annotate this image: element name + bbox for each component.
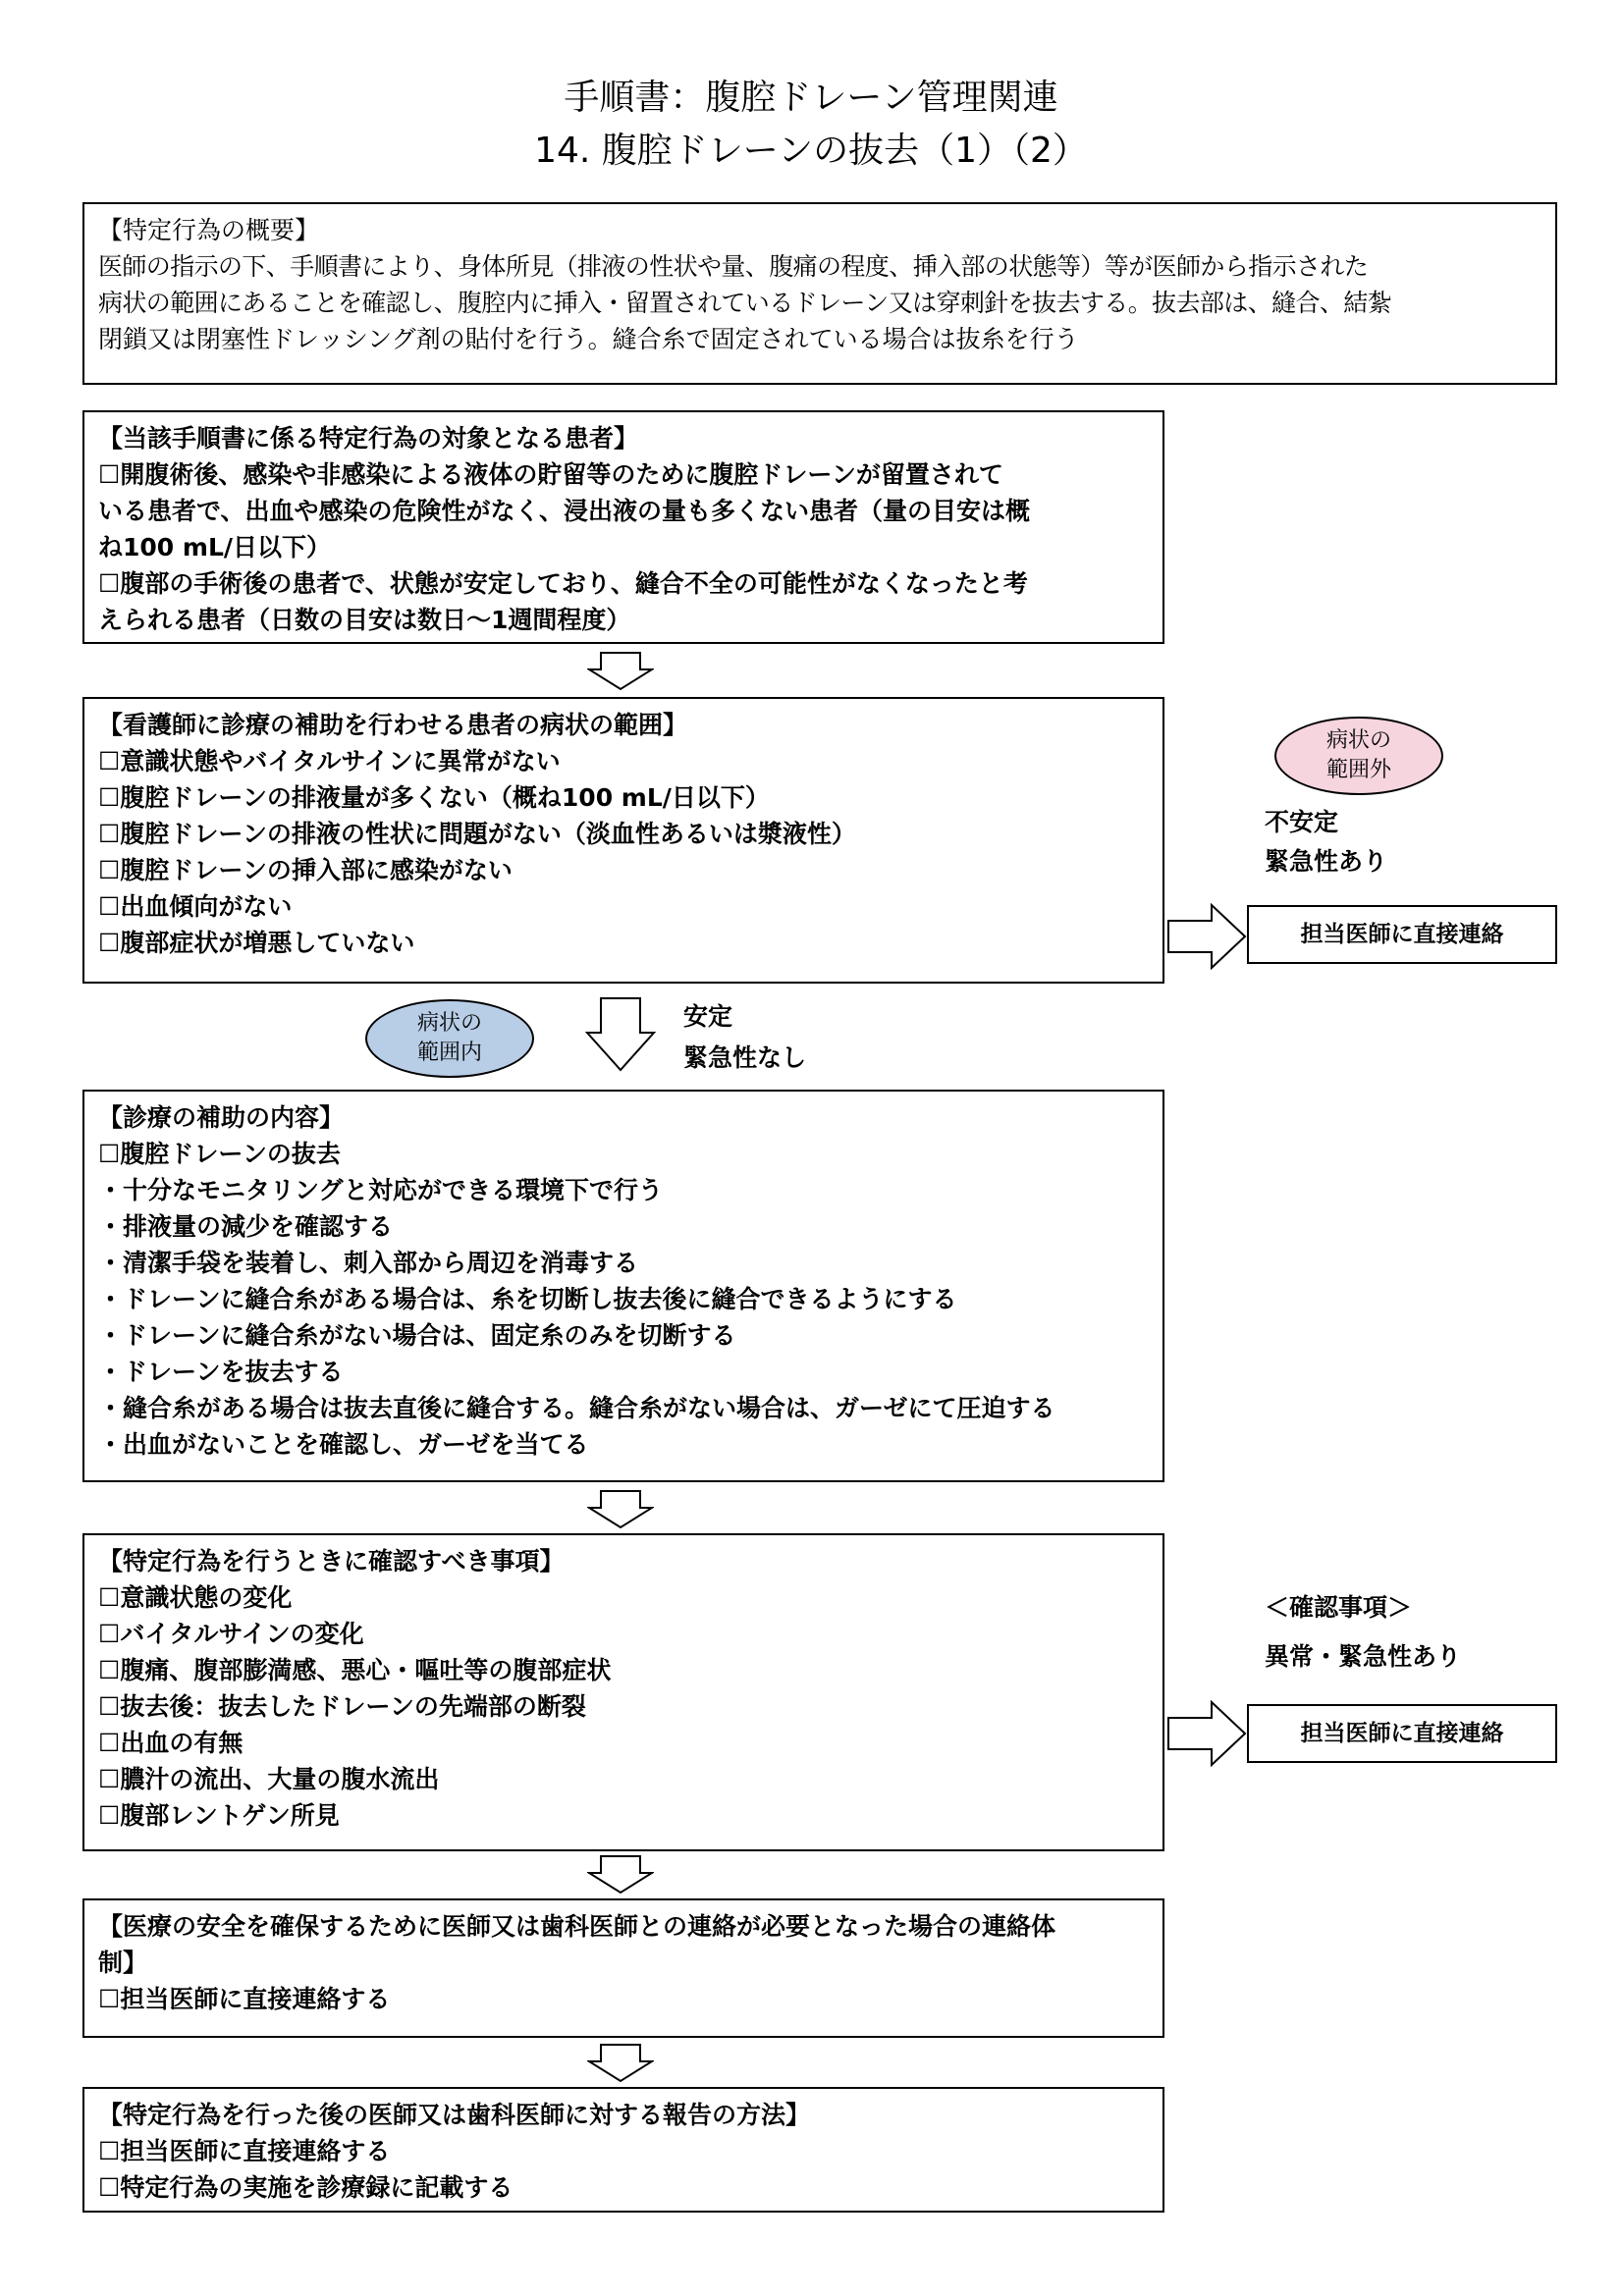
target-patients-box bbox=[82, 410, 1164, 644]
report-method-line: ☐特定行為の実施を診療録に記載する bbox=[98, 2173, 514, 2202]
contact-system-heading: 【医療の安全を確保するために医師又は歯科医師との連絡が必要となった場合の連絡体 bbox=[98, 1912, 1056, 1941]
flow-arrow-down-icon bbox=[587, 1490, 654, 1529]
out-of-range-label: 病状の bbox=[1325, 728, 1391, 753]
flow-arrow-right-icon bbox=[1166, 1700, 1247, 1767]
report-method-heading: 【特定行為を行った後の医師又は歯科医師に対する報告の方法】 bbox=[98, 2101, 811, 2129]
confirmation-item: ☐バイタルサインの変化 bbox=[98, 1620, 364, 1648]
condition-range-line: ☐出血傾向がない bbox=[98, 892, 293, 921]
overview-box bbox=[82, 202, 1557, 385]
assist-content-line: ・清潔手袋を装着し、刺入部から周辺を消毒する bbox=[98, 1249, 639, 1277]
assist-content-line: ・縫合糸がある場合は抜去直後に縫合する。縫合糸がない場合は、ガーゼにて圧迫する bbox=[98, 1394, 1055, 1422]
target-patients-line: ☐腹部の手術後の患者で、状態が安定しており、縫合不全の可能性がなくなったと考 bbox=[98, 569, 1028, 598]
confirmation-items-box bbox=[82, 1533, 1164, 1851]
assist-content-line: ・ドレーンを抜去する bbox=[98, 1358, 344, 1386]
assist-content-line: ・出血がないことを確認し、ガーゼを当てる bbox=[98, 1430, 589, 1459]
in-range-label: 範囲内 bbox=[416, 1041, 482, 1065]
report-method-box bbox=[82, 2087, 1164, 2213]
in-range-label: 病状の bbox=[416, 1011, 482, 1036]
out-of-range-badge bbox=[1274, 717, 1443, 795]
target-patients-heading: 【当該手順書に係る特定行為の対象となる患者】 bbox=[98, 424, 639, 453]
flow-arrow-down-large-icon bbox=[585, 997, 656, 1072]
confirmation-item: ☐意識状態の変化 bbox=[98, 1583, 293, 1612]
condition-range-line: ☐腹部症状が増悪していない bbox=[98, 929, 415, 957]
assist-content-line: ☐腹腔ドレーンの抜去 bbox=[98, 1140, 341, 1168]
overview-line: 医師の指示の下、手順書により、身体所見（排液の性状や量、腹痛の程度、挿入部の状態等）等が医師から指示された bbox=[98, 252, 1369, 281]
condition-range-line: ☐意識状態やバイタルサインに異常がない bbox=[98, 747, 561, 775]
confirmation-item: ☐腹痛、腹部膨満感、悪心・嘔吐等の腹部症状 bbox=[98, 1656, 612, 1684]
confirmation-side-label: ＜確認事項＞ bbox=[1265, 1593, 1413, 1622]
assist-content-box bbox=[82, 1090, 1164, 1482]
contact-physician-box: 担当医師に直接連絡 bbox=[1247, 1704, 1557, 1763]
assist-content-line: ・排液量の減少を確認する bbox=[98, 1212, 394, 1241]
document-title: 手順書：腹腔ドレーン管理関連 bbox=[564, 78, 1058, 118]
overview-heading: 【特定行為の概要】 bbox=[98, 216, 320, 244]
target-patients-line: いる患者で、出血や感染の危険性がなく、浸出液の量も多くない患者（量の目安は概 bbox=[98, 497, 1031, 525]
overview-line: 病状の範囲にあることを確認し、腹腔内に挿入・留置されているドレーン又は穿刺針を抜去する。抜去部は、縫合、結紮 bbox=[98, 289, 1392, 317]
contact-system-heading: 制】 bbox=[98, 1949, 148, 1977]
confirmation-item: ☐出血の有無 bbox=[98, 1729, 243, 1757]
out-of-range-label: 範囲外 bbox=[1325, 758, 1391, 782]
target-patients-line: えられる患者（日数の目安は数日～1週間程度） bbox=[98, 606, 631, 634]
condition-range-line: ☐腹腔ドレーンの排液量が多くない（概ね100 mL/日以下） bbox=[98, 783, 770, 812]
confirmation-items-heading: 【特定行為を行うときに確認すべき事項】 bbox=[98, 1547, 565, 1575]
flow-arrow-down-icon bbox=[587, 1855, 654, 1895]
report-method-line: ☐担当医師に直接連絡する bbox=[98, 2137, 391, 2165]
target-patients-line: ☐開腹術後、感染や非感染による液体の貯留等のために腹腔ドレーンが留置されて bbox=[98, 460, 1003, 489]
unstable-status: 不安定 bbox=[1265, 808, 1339, 836]
overview-line: 閉鎖又は閉塞性ドレッシング剤の貼付を行う。縫合糸で固定されている場合は抜糸を行う bbox=[98, 325, 1079, 353]
document-subtitle: 14. 腹腔ドレーンの抜去（1）（2） bbox=[534, 131, 1088, 171]
condition-range-line: ☐腹腔ドレーンの挿入部に感染がない bbox=[98, 856, 513, 884]
not-urgent-status: 緊急性なし bbox=[683, 1043, 807, 1072]
assist-content-line: ・ドレーンに縫合糸がない場合は、固定糸のみを切断する bbox=[98, 1321, 736, 1350]
confirmation-item: ☐膿汁の流出、大量の腹水流出 bbox=[98, 1765, 440, 1793]
urgent-status: 緊急性あり bbox=[1265, 847, 1388, 876]
in-range-badge bbox=[365, 999, 534, 1078]
condition-range-box bbox=[82, 697, 1164, 984]
flow-arrow-right-icon bbox=[1166, 903, 1247, 970]
condition-range-line: ☐腹腔ドレーンの排液の性状に問題がない（淡血性あるいは漿液性） bbox=[98, 820, 856, 848]
contact-system-box bbox=[82, 1898, 1164, 2038]
flow-arrow-down-icon bbox=[587, 652, 654, 691]
condition-range-heading: 【看護師に診療の補助を行わせる患者の病状の範囲】 bbox=[98, 711, 688, 739]
flow-arrow-down-icon bbox=[587, 2044, 654, 2083]
assist-content-line: ・十分なモニタリングと対応ができる環境下で行う bbox=[98, 1176, 664, 1204]
contact-system-line: ☐担当医師に直接連絡する bbox=[98, 1985, 391, 2013]
confirmation-item: ☐抜去後：抜去したドレーンの先端部の断裂 bbox=[98, 1692, 586, 1721]
abnormal-urgent-status: 異常・緊急性あり bbox=[1265, 1642, 1462, 1671]
stable-status: 安定 bbox=[683, 1002, 733, 1031]
confirmation-item: ☐腹部レントゲン所見 bbox=[98, 1801, 340, 1830]
assist-content-heading: 【診療の補助の内容】 bbox=[98, 1103, 345, 1132]
target-patients-line: ね100 mL/日以下） bbox=[98, 533, 331, 561]
contact-physician-box: 担当医師に直接連絡 bbox=[1247, 905, 1557, 964]
assist-content-line: ・ドレーンに縫合糸がある場合は、糸を切断し抜去後に縫合できるようにする bbox=[98, 1285, 957, 1313]
